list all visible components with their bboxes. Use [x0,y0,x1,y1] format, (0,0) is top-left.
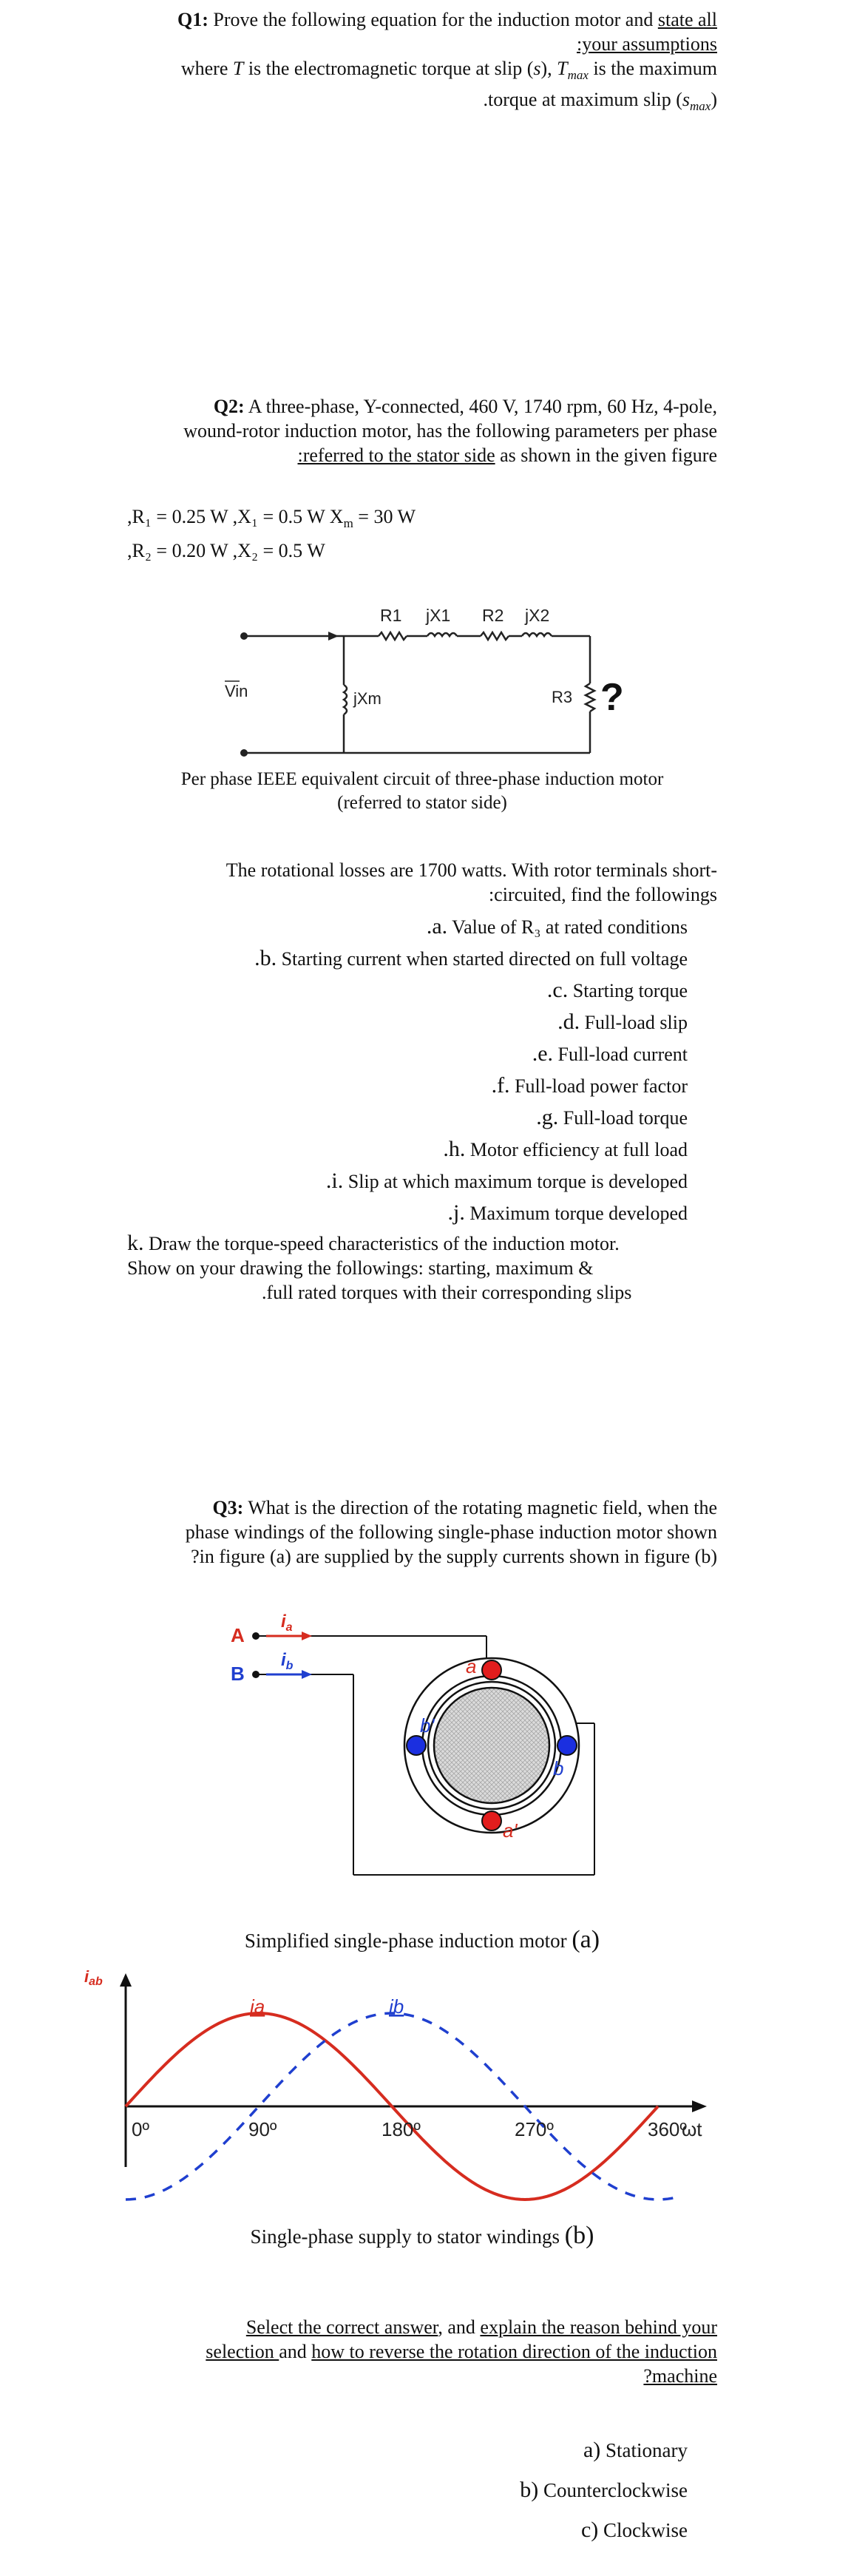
motor-diagram [214,1605,614,1916]
q2-params-line-2: ,R₂ = 0.20 W ,X₂ = 0.5 W [127,540,325,561]
q1-line-2: :your assumptions [577,33,717,55]
item-d: .d. Full-load slip [557,1010,688,1034]
select-instructions: Select the correct answer, and explain the reason behind your selection and how to reverse the rotation direction of the induction ?machine [206,2316,717,2387]
label-jx2: jX2 [525,606,550,625]
conductor-b [557,1736,577,1755]
terminal-a-label: A [231,1624,245,1646]
x-axis-label: ωt [682,2118,702,2140]
item-e: .e. Full-load current [532,1041,688,1066]
tick-label: 270º [515,2118,554,2140]
item-i: .i. Slip at which maximum torque is developed [325,1169,688,1193]
tick-label: 180º [382,2118,421,2140]
item-c: .c. Starting torque [546,978,688,1002]
waveform-caption: Single-phase supply to stator windings (b) [250,2222,594,2249]
item-b: .b. Starting current when started directed on full voltage [254,946,688,970]
label-vin: Vin [225,682,248,700]
q1-label: Q1: [177,9,208,30]
item-j: .j. Maximum torque developed [447,1200,688,1225]
item-a: .a. Value of R₃ at rated conditions [426,914,688,939]
tick-label: 90º [248,2118,277,2140]
q1-line-1: Q1: Prove the following equation for the induction motor and state all [177,9,717,30]
answer-a[interactable]: a) Stationary [583,2438,688,2462]
label-b: b [553,1757,564,1779]
q2-line-1: Q2: A three-phase, Y-connected, 460 V, 1740 rpm, 60 Hz, 4-pole, [213,396,717,417]
q2-line-2: wound-rotor induction motor, has the following parameters per phase [183,420,717,442]
label-jxm: jXm [353,689,382,708]
label-b-prime: b' [420,1714,435,1737]
label-a: a [466,1655,477,1677]
label-r1: R1 [380,606,402,625]
q2-line-3: :referred to the stator side as shown in the given figure [297,444,717,466]
q1-line-3: where T is the electromagnetic torque at slip (s), $T_{max}$ is the maximum [180,58,717,82]
label-a-prime: a' [503,1819,518,1842]
q3-label: Q3: [212,1497,244,1518]
item-k: k. Draw the torque-speed characteristics of the induction motor. Show on your drawing the followings: starting, maximum & .full rated torques with their corresponding slips [127,1231,632,1303]
current-ib-label: $i_b$ [281,1650,294,1672]
ib-curve-label: ib [389,1995,404,2018]
answer-c[interactable]: c) Clockwise [580,2518,688,2542]
item-f: .f. Full-load power factor [491,1073,688,1098]
y-axis-label: iab [84,1967,103,1988]
terminal-b-label: B [231,1663,245,1685]
supply-waveform [81,1967,762,2263]
circuit-caption-2: (referred to stator side) [337,793,507,813]
q2-block [127,394,717,467]
answer-b[interactable]: b) Counterclockwise [520,2478,688,2502]
circuit-caption-1: Per phase IEEE equivalent circuit of three-phase induction motor [180,769,664,789]
motor-caption: Simplified single-phase induction motor (a) [244,1926,600,1953]
item-h: .h. Motor efficiency at full load [443,1137,688,1161]
q1-block [127,7,717,118]
q2-params-line-1: ,R₁ = 0.25 W ,X₁ = 0.5 W $X_m = 30$ W [127,506,416,530]
rotational-losses: The rotational losses are 1700 watts. With rotor terminals short- :circuited, find the followings [226,859,717,905]
label-r2: R2 [482,606,504,625]
conductor-a [482,1660,501,1680]
item-g: .g. Full-load torque [536,1105,688,1129]
current-ia-label: $i_a$ [281,1612,293,1634]
tick-label: 0º [132,2118,149,2140]
tick-label: 360º [648,2118,687,2140]
label-r3: R3 [552,688,573,706]
q3-block: Q3: What is the direction of the rotating magnetic field, when the phase windings of the following single-phase induction motor shown ?in figure (a) are supplied by the supply currents shown in figure (b) [185,1497,717,1567]
conductor-a-prime [482,1811,501,1830]
q1-line-4: .torque at maximum slip $(s_{max})$ [483,89,717,113]
ia-curve-label: ia [250,1995,265,2018]
label-jx1: jX1 [426,606,451,625]
equivalent-circuit [222,599,680,769]
conductor-b-prime [407,1736,426,1755]
unknown-mark: ? [600,676,624,719]
q2-label: Q2: [213,396,245,417]
